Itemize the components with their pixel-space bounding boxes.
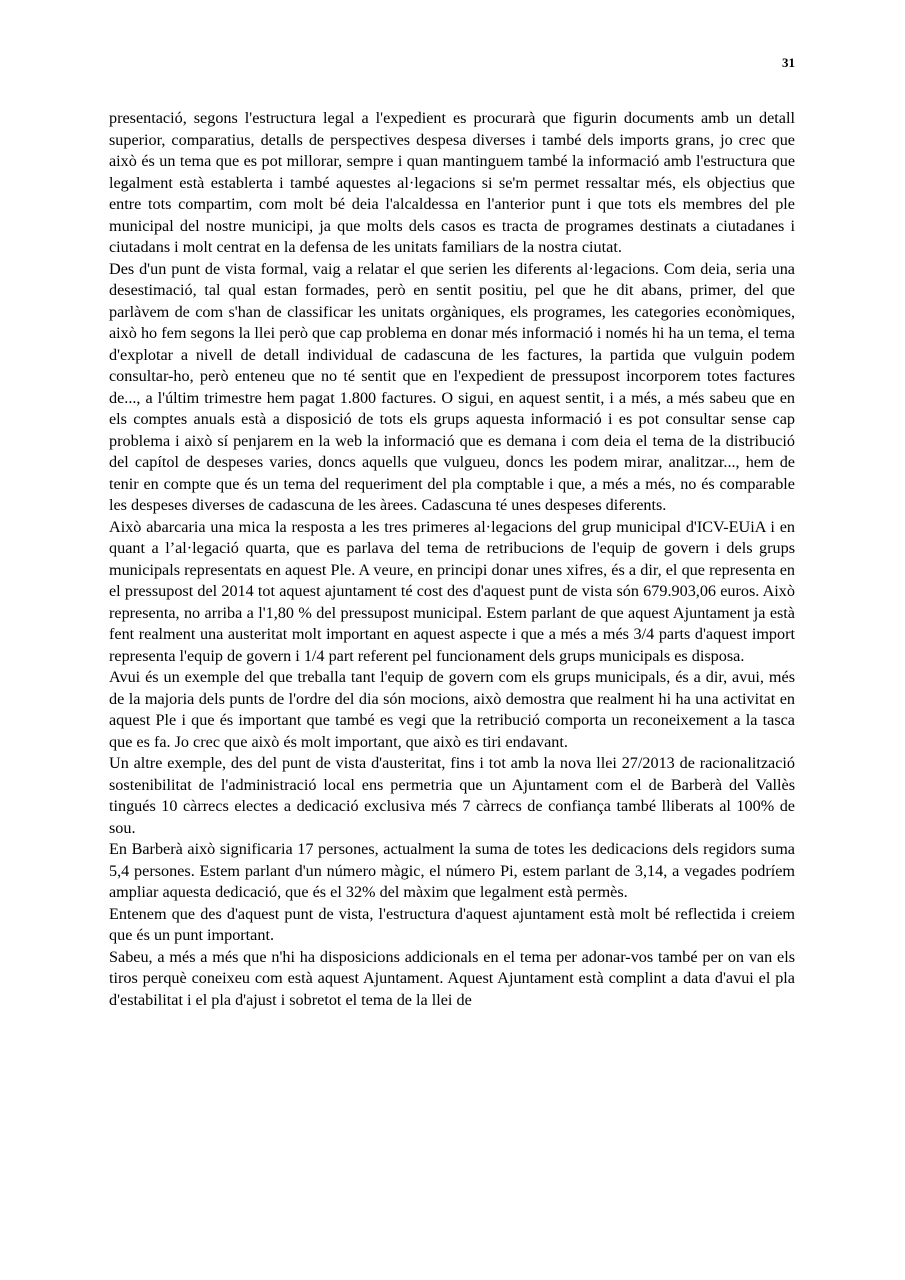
document-body (109, 108, 795, 1011)
paragraph: presentació, segons l'estructura legal a l'expedient es procurarà que figurin documents amb un detall superior, comparatius, detalls de perspectives despesa diverses i també dels imports grans, jo crec que això és un tema que es pot millorar, sempre i quan mantinguem també la informació amb l'estructura que legalment està establerta i també aquestes al·legacions si se'm permet ressaltar més, els objectius que entre tots compartim, com molt bé deia l'alcaldessa en l'anterior punt i que tots els membres del ple municipal del nostre municipi, ja que molts dels casos es tracta de programes destinats a ciutadanes i ciutadans i molt centrat en la defensa de les unitats familiars de la nostra ciutat. (109, 109, 795, 256)
paragraph: Des d'un punt de vista formal, vaig a relatar el que serien les diferents al·legacions. Com deia, seria una desestimació, tal qual estan formades, però en sentit positiu, pel que he dit abans, primer, del que parlàvem de com s'han de classificar les unitats orgàniques, els programes, les categories econòmiques, això ho fem segons la llei però que cap problema en donar més informació i només hi ha un tema, el tema d'explotar a nivell de detall individual de cadascuna de les factures, la partida que vulguin podem consultar-ho, però enteneu que no té sentit que en l'expedient de pressupost incorporem totes factures de..., a l'últim trimestre hem pagat 1.800 factures. O sigui, en aquest sentit, i a més, a més sabeu que en els comptes anuals està a disposició de tots els grups aquesta informació i es pot consultar sense cap problema i això sí penjarem en la web la informació que es demana i com deia el tema de la distribució del capítol de despeses varies, doncs aquells que vulgueu, doncs les podem mirar, analitzar..., hem de tenir en compte que és un tema del requeriment del pla comptable i que, a més a més, no és comparable les despeses diverses de cadascuna de les àrees. Cadascuna té unes despeses diferents. (109, 259, 795, 514)
page-number: 31 (782, 55, 795, 70)
paragraph: En Barberà això significaria 17 persones, actualment la suma de totes les dedicacions dels regidors suma 5,4 persones. Estem parlant d'un número màgic, el número Pi, estem parlant de 3,14, a vegades podríem ampliar aquesta dedicació, que és el 32% del màxim que legalment està permès. (109, 840, 795, 901)
paragraph: Un altre exemple, des del punt de vista d'austeritat, fins i tot amb la nova llei 27/2013 de racionalització sostenibilitat de l'administració local ens permetria que un Ajuntament com el de Barberà del Vallès tingués 10 càrrecs electes a dedicació exclusiva més 7 càrrecs de confiança també lliberats al 100% de sou. (109, 754, 795, 837)
paragraph: Sabeu, a més a més que n'hi ha disposicions addicionals en el tema per adonar-vos també per on van els tiros perquè coneixeu com està aquest Ajuntament. Aquest Ajuntament està complint a data d'avui el pla d'estabilitat i el pla d'ajust i sobretot el tema de la llei de (109, 947, 795, 1009)
paragraph: Entenem que des d'aquest punt de vista, l'estructura d'aquest ajuntament està molt bé reflectida i creiem que és un punt important. (109, 904, 795, 944)
paragraph: Això abarcaria una mica la resposta a les tres primeres al·legacions del grup municipal d'ICV-EUiA i en quant a l’al·legació quarta, que es parlava del tema de retribucions de l'equip de govern i dels grups municipals representats en aquest Ple. A veure, en principi donar unes xifres, és a dir, el que representa en el pressupost del 2014 tot aquest ajuntament té cost des d'aquest punt de vista són 679.903,06 euros. Això representa, no arriba a l'1,80 % del pressupost municipal. Estem parlant de que aquest Ajuntament ja està fent realment una austeritat molt important en aquest aspecte i que a més a més 3/4 parts d'aquest import representa l'equip de govern i 1/4 part referent pel funcionament dels grups municipals es disposa. (109, 517, 795, 665)
paragraph: Avui és un exemple del que treballa tant l'equip de govern com els grups municipals, és a dir, avui, més de la majoria dels punts de l'ordre del dia són mocions, això demostra que realment hi ha una activitat en aquest Ple i que és important que també es vegi que la retribució comporta un reconeixement a la tasca que es fa. Jo crec que això és molt important, que això es tiri endavant. (109, 668, 795, 751)
